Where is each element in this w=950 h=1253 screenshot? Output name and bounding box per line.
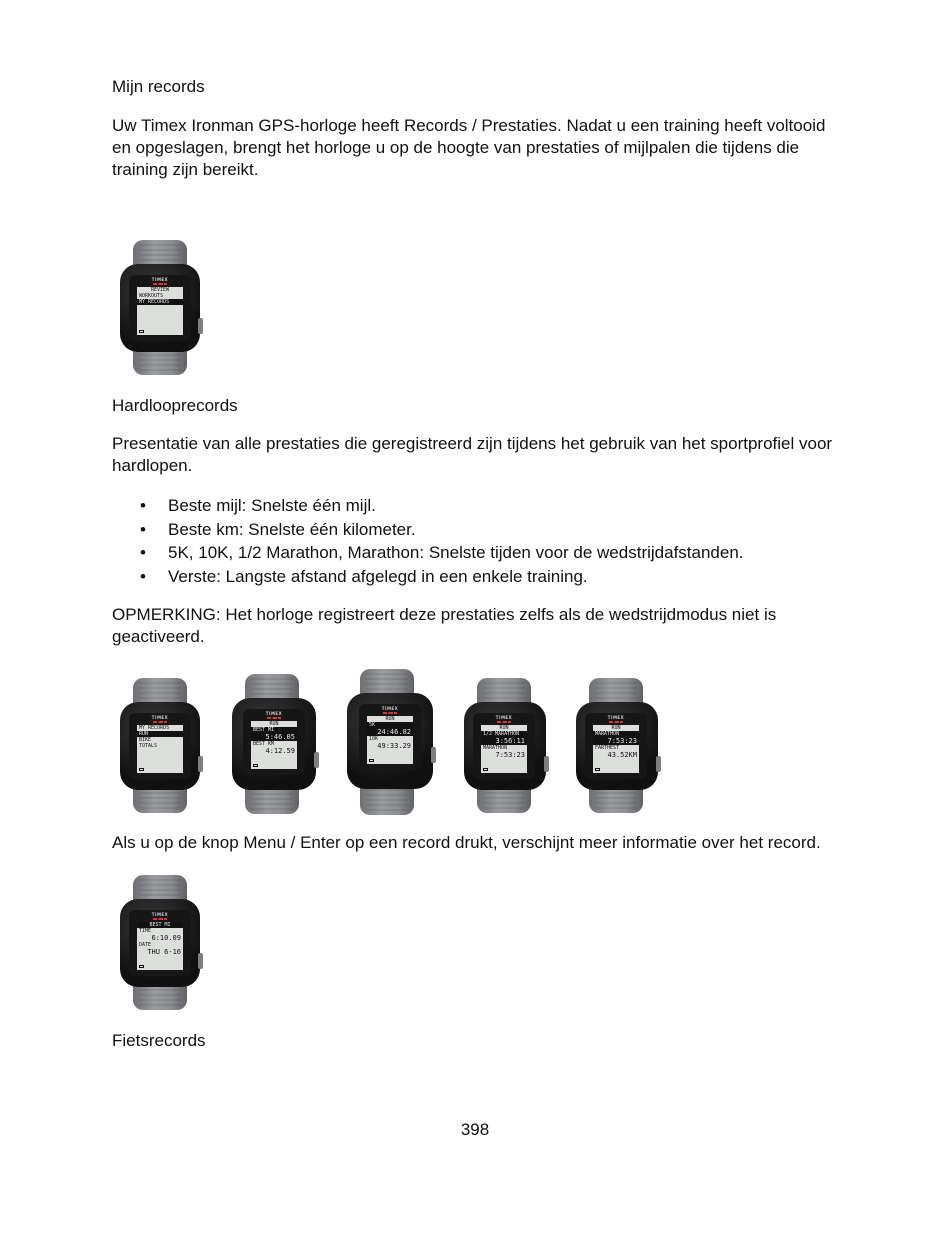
bike-records-title: Fietsrecords — [112, 1031, 206, 1050]
battery-icon — [595, 768, 600, 771]
timex-logo: TIMEX — [151, 277, 169, 282]
list-item: • Verste: Langste afstand afgelegd in een enkele training. — [112, 565, 847, 589]
watch-image-best-mile-detail — [120, 875, 200, 1010]
timex-logo: TIMEX — [381, 706, 399, 711]
battery-icon — [369, 759, 374, 762]
watch-screen: BEST MI TIME 6:10.09 DATE THU 6-16 — [137, 922, 183, 970]
running-intro-paragraph: Presentatie van alle prestaties die geregistreerd zijn tijdens het gebruik van het sportprofiel voor hardlopen. — [112, 434, 833, 475]
watch-image-my-records — [120, 678, 200, 813]
battery-icon — [139, 965, 144, 968]
watch-screen: MY RECORDS RUN BIKE TOTALS — [137, 725, 183, 773]
watch-screen: RUN 1/2 MARATHON 3:56:11 MARATHON 7:53:23 — [481, 725, 527, 773]
watch-image-marathon — [464, 678, 546, 813]
watch-image-review — [120, 240, 200, 375]
watch-image-5k-10k — [347, 669, 433, 815]
timex-logo: TIMEX — [607, 715, 625, 720]
records-bullet-list — [112, 494, 847, 588]
page-number: 398 — [460, 1120, 490, 1139]
watch-image-best-mile — [232, 674, 316, 814]
watch-screen: REVIEW WORKOUTS MY RECORDS — [137, 287, 183, 335]
timex-logo: TIMEX — [151, 912, 169, 917]
watch-screen: RUN BEST MI 5:46.05 BEST KM 4:12.59 — [251, 721, 297, 769]
battery-icon — [483, 768, 488, 771]
battery-icon — [139, 768, 144, 771]
watch-image-farthest — [576, 678, 658, 813]
section-title: Mijn records — [112, 77, 205, 96]
watch-screen: RUN 5K 24:46.82 10K 49:33.29 — [367, 716, 413, 764]
timex-logo: TIMEX — [151, 715, 169, 720]
intro-paragraph: Uw Timex Ironman GPS-horloge heeft Records / Prestaties. Nadat u een training heeft voltooid en opgeslagen, brengt het horloge u op de hoogte van prestaties of mijlpalen die tijdens die training zijn bereikt. — [112, 116, 826, 179]
list-item: • Beste mijl: Snelste één mijl. — [112, 494, 847, 518]
watch-screen: RUN MARATHON 7:53:23 FARTHEST 43.52KM — [593, 725, 639, 773]
battery-icon — [253, 764, 258, 767]
note-paragraph: OPMERKING: Het horloge registreert deze prestaties zelfs als de wedstrijdmodus niet is geactiveerd. — [112, 605, 777, 646]
enter-paragraph: Als u op de knop Menu / Enter op een record drukt, verschijnt meer informatie over het record. — [112, 833, 821, 852]
battery-icon — [139, 330, 144, 333]
timex-logo: TIMEX — [265, 711, 283, 716]
running-records-title: Hardlooprecords — [112, 396, 238, 415]
list-item: • 5K, 10K, 1/2 Marathon, Marathon: Snelste tijden voor de wedstrijdafstanden. — [112, 541, 847, 565]
list-item: • Beste km: Snelste één kilometer. — [112, 518, 847, 542]
timex-logo: TIMEX — [495, 715, 513, 720]
